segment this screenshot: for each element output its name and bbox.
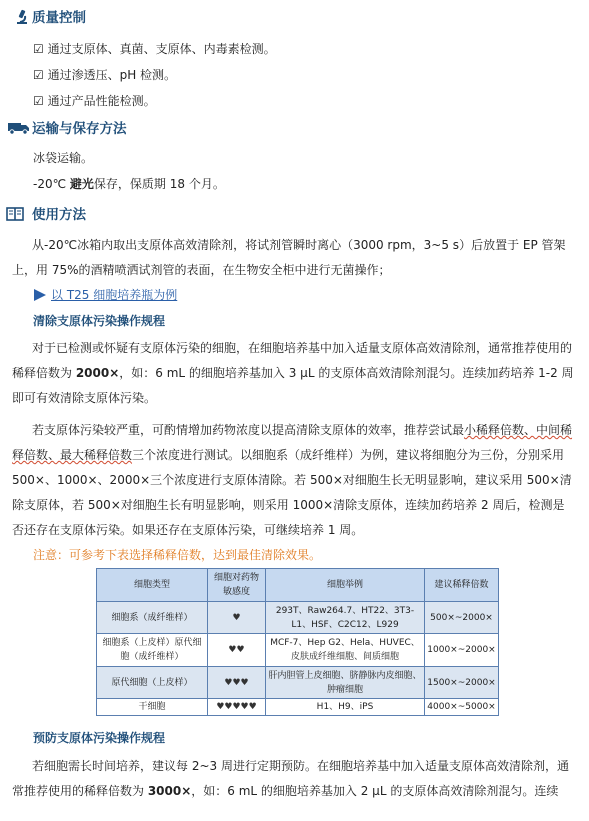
table-row [97, 634, 499, 667]
table-cell: 293T、Raw264.7、HT22、3T3-L1、HSF、C2C12、L929 [266, 602, 425, 634]
table-row [97, 602, 499, 634]
table-cell: ♥ [208, 602, 266, 634]
play-arrow-icon [33, 286, 47, 305]
table-header-dilution: 建议稀释倍数 [425, 569, 499, 602]
section-title-qc: 质量控制 [32, 10, 86, 26]
table-header-cell-type: 细胞类型 [97, 569, 208, 602]
section-title-usage: 使用方法 [32, 207, 86, 223]
table-cell: ♥♥♥♥♥ [208, 699, 266, 716]
truck-icon [8, 120, 30, 139]
table-cell: 细胞系（上皮样）原代细胞（成纤维样） [97, 634, 208, 667]
table-cell: 肝内胆管上皮细胞、脐静脉内皮细胞、肿瘤细胞 [266, 667, 425, 699]
clear-paragraph-2 [12, 418, 574, 543]
transport-line-2 [33, 176, 225, 192]
p3-dilution: 3000× [147, 784, 192, 798]
prevent-procedure-title: 预防支原体污染操作规程 [33, 731, 166, 745]
table-cell: ♥♥ [208, 634, 266, 667]
table-cell: 原代细胞（上皮样） [97, 667, 208, 699]
table-cell: 4000×~5000× [425, 699, 499, 716]
prevent-paragraph [12, 754, 574, 804]
usage-intro: 从-20℃冰箱内取出支原体高效清除剂，将试剂管瞬时离心（3000 rpm，3~5 s）后放置于 EP 管架上，用 75%的酒精喷洒试剂管的表面，在生物安全柜中进行无菌操作； [12, 238, 566, 277]
p2-text-a: 若支原体污染较严重，可酌情增加药物浓度以提高清除支原体的效率，推荐尝试最 [32, 423, 465, 437]
p2-text-c: 三个浓度进行测试。以细胞系（成纤维样）为例，建议将细胞分为三份，分别采用 500×、1000×、2000×三个浓度进行支原体清除。若 500×对细胞生长无明显影响，建议采用 500×清除支原体，若 500×对细胞生长有明显影响，则采用 1000×清除支原体，连续加药培养 2 周后，检测是否还存在支原体污染。如果还存在支原体污染，可继续培养 1 周。 [12, 448, 572, 537]
table-row [97, 667, 499, 699]
table-cell: 细胞系（成纤维样） [97, 602, 208, 634]
transport-line-1: 冰袋运输。 [33, 151, 94, 165]
p3-text-a: 若细胞需长时间培养，建议每 2~3 周进行定期预防。在细胞培养基中加入适量支原体高效清除剂，通常推荐使用的稀释倍数为 [12, 759, 569, 798]
note-text: 注意：可参考下表选择稀释倍数，达到最佳清除效果。 [33, 548, 322, 562]
t25-example-link[interactable]: 以 T25 细胞培养瓶为例 [51, 288, 178, 302]
qc-item-2: ☑ 通过渗透压、pH 检测。 [33, 68, 177, 82]
section-title-transport: 运输与保存方法 [32, 121, 127, 137]
table-cell: 500×~2000× [425, 602, 499, 634]
book-icon [6, 206, 24, 225]
table-cell: 1500×~2000× [425, 667, 499, 699]
table-cell: 1000×~2000× [425, 634, 499, 667]
clear-procedure-title: 清除支原体污染操作规程 [33, 314, 166, 328]
p1-text-c: ，如：6 mL 的细胞培养基加入 3 μL 的支原体高效清除剂混匀。连续加药培养 1-2 周即可有效清除支原体污染。 [12, 366, 574, 405]
table-cell: MCF-7、Hep G2、Hela、HUVEC、皮肤成纤维细胞、间质细胞 [266, 634, 425, 667]
qc-item-1: ☑ 通过支原体、真菌、支原体、内毒素检测。 [33, 42, 276, 56]
p1-dilution: 2000× [75, 366, 120, 380]
storage-dark-bold: 避光 [69, 177, 94, 191]
table-cell: ♥♥♥ [208, 667, 266, 699]
p3-text-c: ，如：6 mL 的细胞培养基加入 2 μL 的支原体高效清除剂混匀。连续 [191, 784, 559, 798]
clear-paragraph-1 [12, 336, 574, 411]
table-cell: 干细胞 [97, 699, 208, 716]
p2-dilution-levels: 小稀释倍数、中间稀释倍数、最大稀释倍数 [12, 423, 573, 462]
storage-rest: 保存，保质期 18 个月。 [93, 177, 225, 191]
microscope-icon [14, 9, 30, 29]
table-row [97, 699, 499, 716]
dilution-table [96, 568, 499, 716]
table-cell: H1、H9、iPS [266, 699, 425, 716]
p1-text-a: 对于已检测或怀疑有支原体污染的细胞，在细胞培养基中加入适量支原体高效清除剂，通常推荐使用的稀释倍数为 [12, 341, 573, 380]
table-header-sensitivity: 细胞对药物敏感度 [208, 569, 266, 602]
storage-temperature: -20℃ [33, 177, 67, 191]
table-header-examples: 细胞举例 [266, 569, 425, 602]
qc-item-3: ☑ 通过产品性能检测。 [33, 94, 156, 108]
